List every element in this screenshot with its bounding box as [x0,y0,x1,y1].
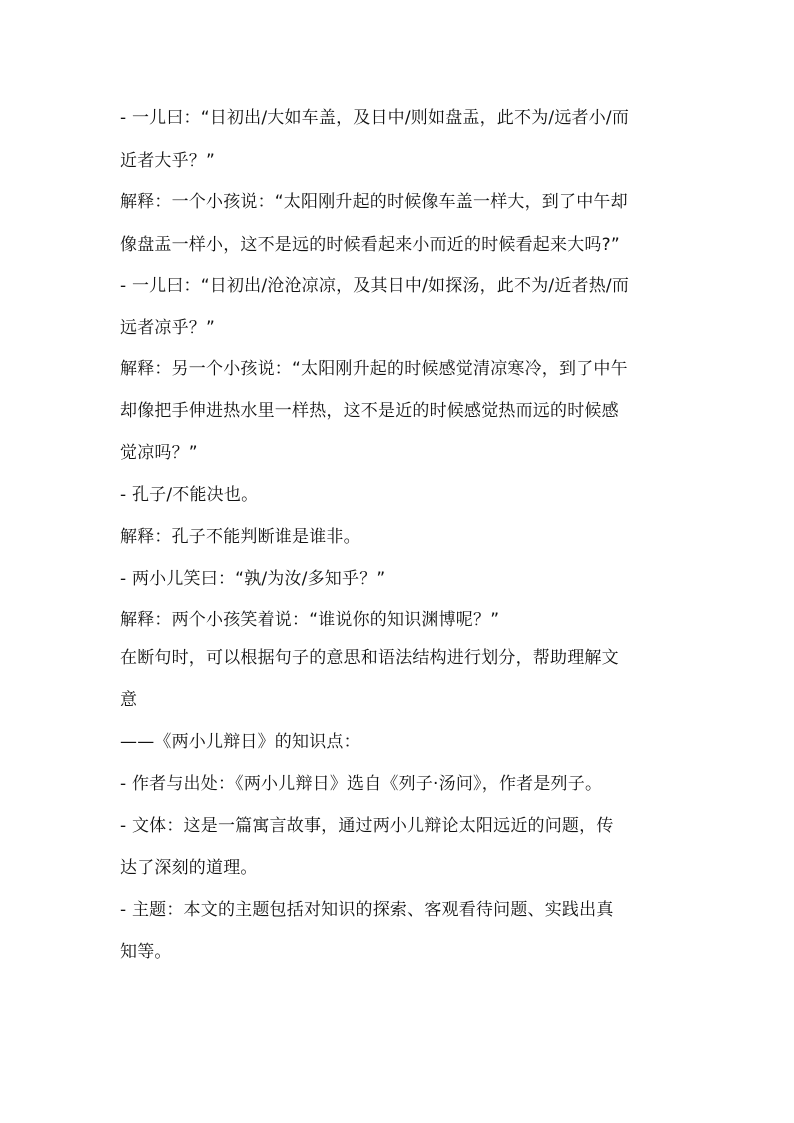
text-line: 达了深刻的道理。 [120,858,258,878]
text-line: 却像把手伸进热水里一样热，这不是近的时候感觉热而远的时候感 [120,401,619,421]
text-line: - 一儿曰：“日初出/大如车盖，及日中/则如盘盂，此不为/远者小/而 [120,108,630,128]
text-line: 解释：另一个小孩说：“太阳刚升起的时候感觉清凉寒冷，到了中午 [120,359,628,379]
text-line: - 孔子/不能决也。 [120,485,259,505]
text-line: 意 [120,690,138,710]
text-line: ——《两小儿辩日》的知识点： [120,732,361,752]
text-line: 在断句时，可以根据句子的意思和语法结构进行划分，帮助理解文 [120,648,619,668]
text-line: 觉凉吗？” [120,443,198,463]
text-line: 近者大乎？” [120,151,216,171]
text-line: - 文体：这是一篇寓言故事，通过两小儿辩论太阳远近的问题，传 [120,816,614,836]
text-line: - 主题：本文的主题包括对知识的探索、客观看待问题、实践出真 [120,900,614,920]
text-line: 知等。 [120,942,172,962]
text-line: 解释：孔子不能判断谁是谁非。 [120,527,361,547]
text-line: - 一儿曰：“日初出/沧沧凉凉，及其日中/如探汤，此不为/近者热/而 [120,276,630,296]
text-line: - 作者与出处：《两小儿辩日》选自《列子·汤问》，作者是列子。 [120,774,603,794]
text-line: 像盘盂一样小，这不是远的时候看起来小而近的时候看起来大吗?” [120,235,620,255]
text-line: - 两小儿笑曰：“孰/为汝/多知乎？” [120,569,386,589]
text-line: 远者凉乎？” [120,318,216,338]
text-line: 解释：一个小孩说：“太阳刚升起的时候像车盖一样大，到了中午却 [120,192,628,212]
text-line: 解释：两个小孩笑着说：“谁说你的知识渊博呢？” [120,610,500,630]
